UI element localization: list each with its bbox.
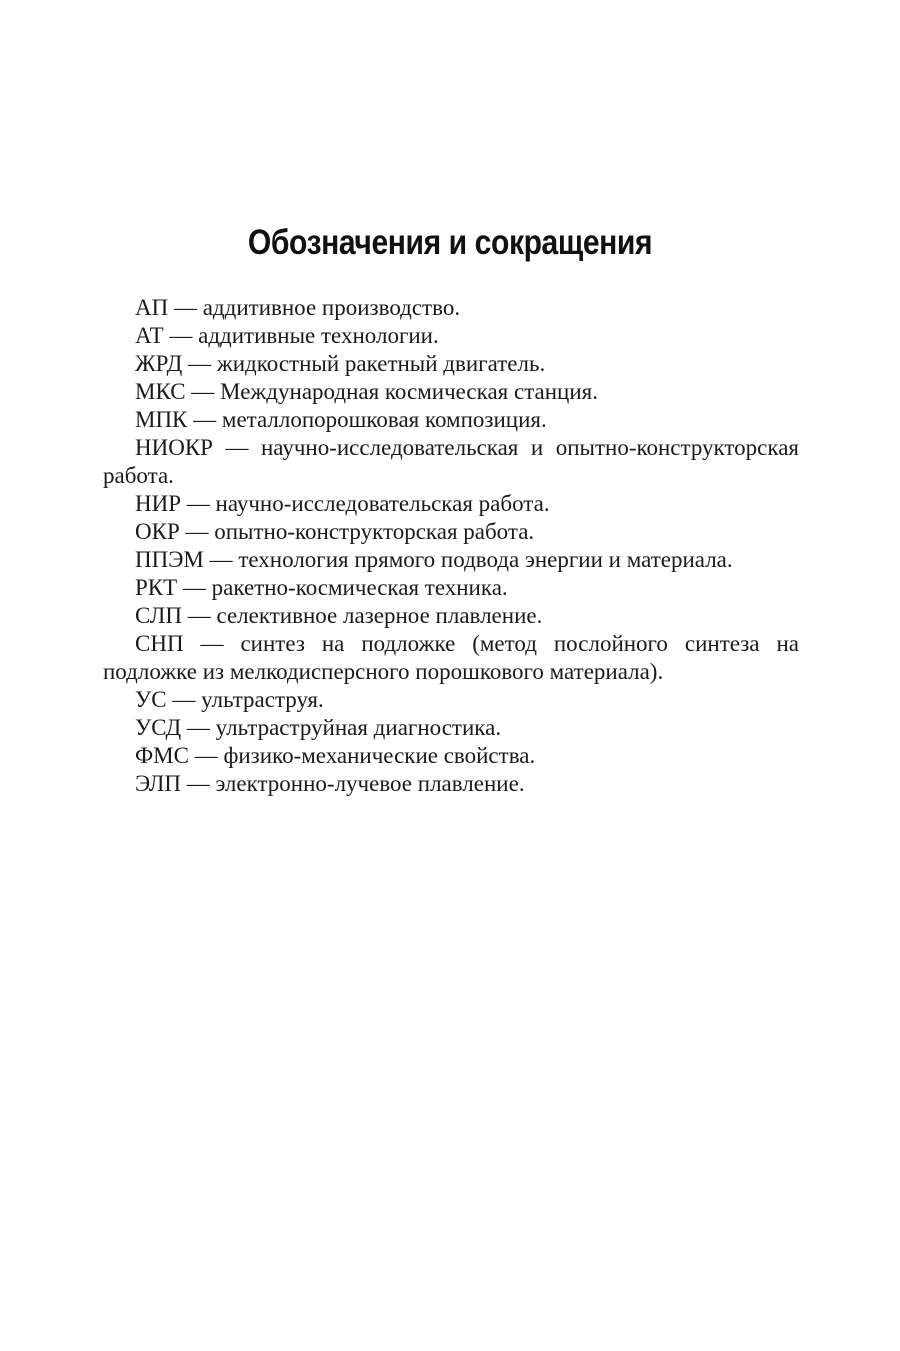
abbreviation-entry-elp: ЭЛП — электронно-лучевое плавление. bbox=[135, 771, 525, 796]
abbreviation-entry-okr: ОКР — опытно-конструкторская работа. bbox=[135, 519, 535, 544]
abbreviation-entry-fms: ФМС — физико-механические свойства. bbox=[135, 743, 536, 768]
abbreviation-entry-snp: СНП — синтез на подложке (метод послойного синтеза на подложке из мелкодисперсного порошкового материала). bbox=[103, 631, 799, 684]
abbreviation-entry-at: АТ — аддитивные технологии. bbox=[135, 323, 439, 348]
abbreviation-entry-ap: АП — аддитивное производство. bbox=[135, 295, 461, 320]
abbreviation-entry-mks: МКС — Международная космическая станция. bbox=[135, 379, 598, 404]
abbreviation-entry-ppem: ППЭМ — технология прямого подвода энергии и материала. bbox=[135, 547, 733, 572]
abbreviation-entry-mpk: МПК — металлопорошковая композиция. bbox=[135, 407, 547, 432]
abbreviation-entry-niokr: НИОКР — научно-исследовательская и опытно-конструкторская работа. bbox=[103, 435, 799, 488]
abbreviation-list bbox=[103, 294, 799, 798]
page-title: Обозначения и сокращения bbox=[247, 223, 653, 263]
abbreviation-entry-usd: УСД — ультраструйная диагностика. bbox=[135, 715, 502, 740]
abbreviation-entry-nir: НИР — научно-исследовательская работа. bbox=[135, 491, 550, 516]
abbreviation-entry-us: УС — ультраструя. bbox=[135, 687, 324, 712]
abbreviation-entry-zhrd: ЖРД — жидкостный ракетный двигатель. bbox=[135, 351, 546, 376]
abbreviation-entry-slp: СЛП — селективное лазерное плавление. bbox=[135, 603, 543, 628]
abbreviation-entry-rkt: РКТ — ракетно-космическая техника. bbox=[135, 575, 508, 600]
